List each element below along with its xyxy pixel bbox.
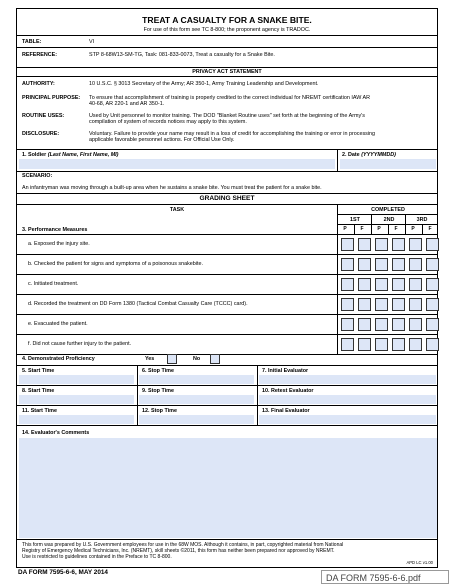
disclosure-value: Voluntary. Failure to provide your name may result in a loss of credit for accomplishing the training or error in processing applicable favorable personnel actions. For Official Use Only. bbox=[89, 131, 376, 144]
routine-uses-value: Used by Unit personnel to monitor training. The DOD "Blanket Routine uses" set forth at the beginning of the Army's compilation of system of records notices may apply to this system. bbox=[89, 113, 365, 126]
measure-e-pass-2-checkbox[interactable] bbox=[375, 318, 388, 331]
start-time-8-label: 8. Start Time bbox=[22, 388, 55, 394]
principal-purpose-label: PRINCIPAL PURPOSE: bbox=[22, 95, 81, 101]
task-header: TASK bbox=[169, 207, 185, 213]
measure-b-fail-1-checkbox[interactable] bbox=[358, 258, 371, 271]
authority-value: 10 U.S.C. § 3013 Secretary of the Army; AR 350-1, Army Training Leadership and Development. bbox=[89, 81, 319, 87]
scenario-text: An infantryman was moving through a built-up area when he sustains a snake bite. You must treat the patient for a snake bite. bbox=[22, 185, 322, 191]
measure-b-pass-2-checkbox[interactable] bbox=[375, 258, 388, 271]
measure-d-pass-2-checkbox[interactable] bbox=[375, 298, 388, 311]
measure-f-pass-2-checkbox[interactable] bbox=[375, 338, 388, 351]
measure-b-fail-3-checkbox[interactable] bbox=[426, 258, 439, 271]
grading-sheet-header: GRADING SHEET bbox=[199, 195, 255, 202]
measure-f-pass-3-checkbox[interactable] bbox=[409, 338, 422, 351]
measure-b-fail-2-checkbox[interactable] bbox=[392, 258, 405, 271]
footer-line-1: This form was prepared by U.S. Government employees for use in the 68W MOS. Although it contains, in part, copyrighted material from National bbox=[22, 542, 344, 548]
measure-d-pass-3-checkbox[interactable] bbox=[409, 298, 422, 311]
completed-header: COMPLETED bbox=[371, 207, 405, 213]
form-number: DA FORM 7595-6-6, MAY 2014 bbox=[18, 569, 108, 576]
authority-label: AUTHORITY: bbox=[22, 81, 55, 87]
measure-c-fail-1-checkbox[interactable] bbox=[358, 278, 371, 291]
performance-measure-e: e. Evacuated the patient. bbox=[28, 321, 88, 327]
soldier-label: 1. Soldier (Last Name, First Name, MI) bbox=[22, 152, 119, 158]
measure-b-pass-3-checkbox[interactable] bbox=[409, 258, 422, 271]
measure-f-pass-1-checkbox[interactable] bbox=[341, 338, 354, 351]
footer-line-3: Use is restricted to guidelines contained in the Preface to TC 8-800. bbox=[22, 554, 172, 560]
measure-e-fail-3-checkbox[interactable] bbox=[426, 318, 439, 331]
principal-purpose-value: To ensure that accomplishment of training is properly credited to the correct individual for NREMT certification IAW AR 40-68, AR 220-1 and AR 350-1. bbox=[89, 95, 371, 108]
measure-c-pass-3-checkbox[interactable] bbox=[409, 278, 422, 291]
attempt-3rd: 3RD bbox=[416, 217, 428, 223]
start-time-5-label: 5. Start Time bbox=[22, 368, 55, 374]
stop-time-6-label: 6. Stop Time bbox=[142, 368, 174, 374]
form-subtitle: For use of this form see TC 8-800; the proponent agency is TRADOC. bbox=[143, 27, 311, 33]
routine-uses-label: ROUTINE USES: bbox=[22, 113, 65, 119]
measure-d-pass-1-checkbox[interactable] bbox=[341, 298, 354, 311]
proficiency-no-checkbox[interactable] bbox=[210, 354, 220, 364]
measure-a-fail-1-checkbox[interactable] bbox=[358, 238, 371, 251]
proficiency-yes-checkbox[interactable] bbox=[167, 354, 177, 364]
proficiency-label: 4. Demonstrated Proficiency bbox=[22, 356, 95, 362]
comments-field[interactable] bbox=[19, 438, 437, 538]
fail-letter-3: F bbox=[428, 226, 432, 232]
retest-evaluator-10-field[interactable] bbox=[259, 395, 436, 404]
scenario-label: SCENARIO: bbox=[22, 173, 53, 179]
measure-d-fail-2-checkbox[interactable] bbox=[392, 298, 405, 311]
measure-a-fail-2-checkbox[interactable] bbox=[392, 238, 405, 251]
reference-label: REFERENCE: bbox=[22, 52, 58, 58]
measure-e-fail-2-checkbox[interactable] bbox=[392, 318, 405, 331]
privacy-header: PRIVACY ACT STATEMENT bbox=[192, 69, 262, 75]
stop-time-12-field[interactable] bbox=[139, 415, 254, 424]
measure-e-fail-1-checkbox[interactable] bbox=[358, 318, 371, 331]
measure-d-fail-1-checkbox[interactable] bbox=[358, 298, 371, 311]
start-time-8-field[interactable] bbox=[19, 395, 134, 404]
measure-a-fail-3-checkbox[interactable] bbox=[426, 238, 439, 251]
yes-label: Yes bbox=[145, 356, 155, 362]
measure-c-pass-1-checkbox[interactable] bbox=[341, 278, 354, 291]
da-form bbox=[16, 8, 438, 568]
stop-time-9-field[interactable] bbox=[139, 395, 254, 404]
measure-a-pass-3-checkbox[interactable] bbox=[409, 238, 422, 251]
measure-f-fail-3-checkbox[interactable] bbox=[426, 338, 439, 351]
table-label: TABLE: bbox=[22, 39, 42, 45]
stop-time-6-field[interactable] bbox=[139, 375, 254, 384]
form-title: TREAT A CASUALTY FOR A SNAKE BITE. bbox=[142, 15, 312, 25]
measure-c-pass-2-checkbox[interactable] bbox=[375, 278, 388, 291]
measure-e-pass-1-checkbox[interactable] bbox=[341, 318, 354, 331]
attempt-2nd: 2ND bbox=[383, 217, 395, 223]
measure-c-fail-2-checkbox[interactable] bbox=[392, 278, 405, 291]
soldier-name-field[interactable] bbox=[19, 159, 335, 169]
measure-f-fail-2-checkbox[interactable] bbox=[392, 338, 405, 351]
final-evaluator-13-field[interactable] bbox=[259, 415, 436, 424]
reference-value: STP 8-68W13-SM-TG, Task: 081-833-0073, Treat a casualty for a Snake Bite. bbox=[89, 52, 275, 58]
measure-c-fail-3-checkbox[interactable] bbox=[426, 278, 439, 291]
pass-letter-2: P bbox=[377, 226, 381, 232]
performance-measure-d: d. Recorded the treatment on DD Form 1380 (Tactical Combat Casualty Care (TCCC) card). bbox=[28, 301, 248, 307]
measure-b-pass-1-checkbox[interactable] bbox=[341, 258, 354, 271]
comments-label: 14. Evaluator's Comments bbox=[22, 430, 90, 436]
stop-time-12-label: 12. Stop Time bbox=[142, 408, 177, 414]
attempt-1st: 1ST bbox=[350, 217, 360, 223]
measure-a-pass-2-checkbox[interactable] bbox=[375, 238, 388, 251]
filename-label: DA FORM 7595-6-6.pdf bbox=[321, 570, 449, 584]
pass-letter-3: P bbox=[411, 226, 415, 232]
performance-measure-b: b. Checked the patient for signs and symptoms of a poisonous snakebite. bbox=[28, 261, 203, 267]
table-value: VI bbox=[89, 39, 95, 45]
measure-a-pass-1-checkbox[interactable] bbox=[341, 238, 354, 251]
date-label: 2. Date (YYYYMMDD) bbox=[342, 152, 396, 158]
performance-measure-f: f. Did not cause further injury to the patient. bbox=[28, 341, 132, 347]
initial-evaluator-7-field[interactable] bbox=[259, 375, 436, 384]
pass-letter-1: P bbox=[343, 226, 347, 232]
start-time-11-label: 11. Start Time bbox=[22, 408, 57, 414]
footer-line-2: Registry of Emergency Medical Technicians, Inc. (NREMT), skill sheets ©2011, this form has neither been prepared nor approved by NREMT. bbox=[22, 548, 335, 554]
stop-time-9-label: 9. Stop Time bbox=[142, 388, 174, 394]
fail-letter-1: F bbox=[360, 226, 364, 232]
date-field[interactable] bbox=[340, 159, 436, 169]
retest-evaluator-10-label: 10. Retest Evaluator bbox=[262, 388, 314, 394]
disclosure-label: DISCLOSURE: bbox=[22, 131, 60, 137]
start-time-5-field[interactable] bbox=[19, 375, 134, 384]
measure-f-fail-1-checkbox[interactable] bbox=[358, 338, 371, 351]
measure-d-fail-3-checkbox[interactable] bbox=[426, 298, 439, 311]
performance-measure-a: a. Exposed the injury site. bbox=[28, 241, 90, 247]
measure-e-pass-3-checkbox[interactable] bbox=[409, 318, 422, 331]
fail-letter-2: F bbox=[394, 226, 398, 232]
apd-label: APD LC v1.00 bbox=[406, 560, 433, 565]
no-label: No bbox=[193, 356, 201, 362]
performance-measure-c: c. Initiated treatment. bbox=[28, 281, 79, 287]
start-time-11-field[interactable] bbox=[19, 415, 134, 424]
final-evaluator-13-label: 13. Final Evaluator bbox=[262, 408, 310, 414]
initial-evaluator-7-label: 7. Initial Evaluator bbox=[262, 368, 309, 374]
performance-measures-label: 3. Performance Measures bbox=[22, 227, 88, 233]
